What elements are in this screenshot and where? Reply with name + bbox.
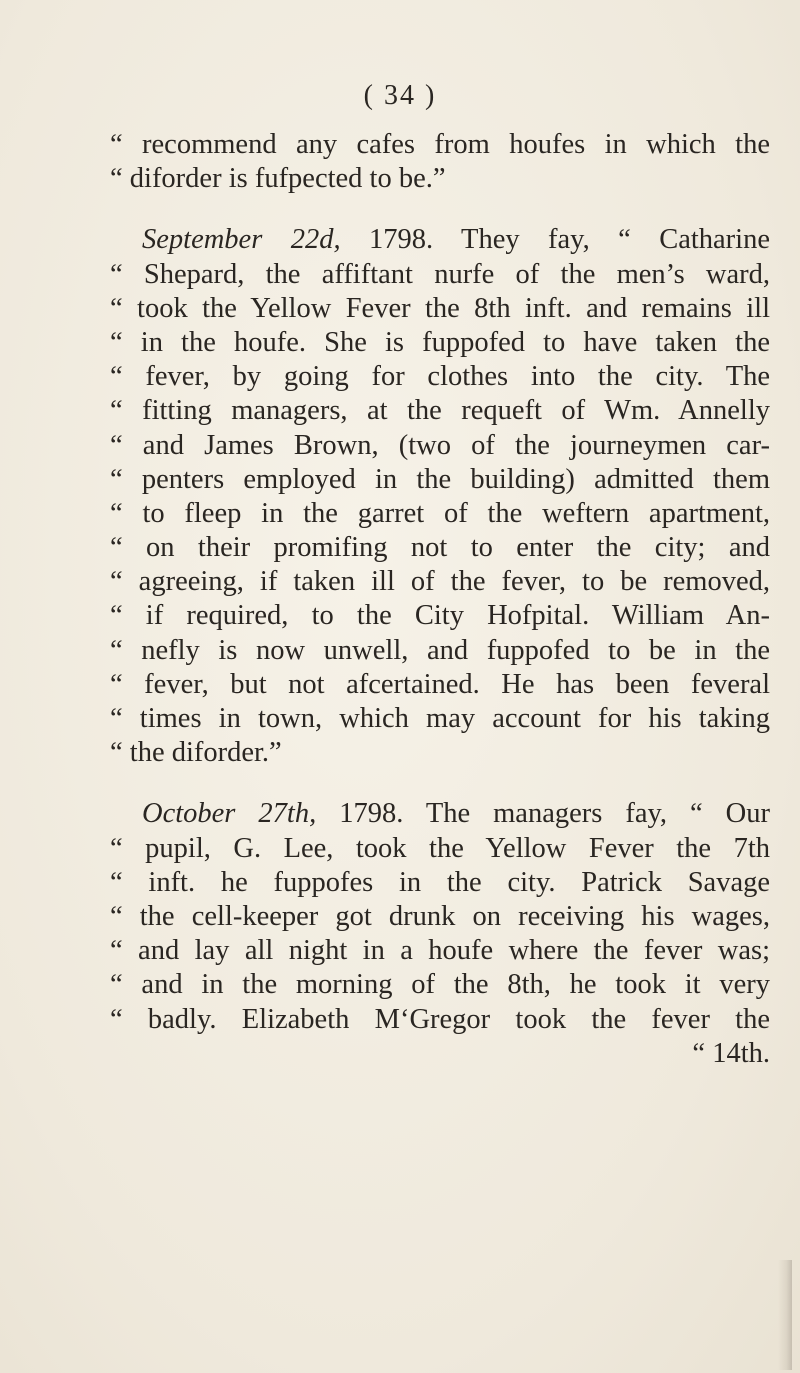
text-line: “ the cell-keeper got drunk on receiving his wages, <box>110 900 770 932</box>
text-line: “ took the Yellow Fever the 8th inft. and remains ill <box>110 292 770 324</box>
text-line: “ badly. Elizabeth M‘Gregor took the fever the <box>110 1003 770 1035</box>
text-line: “ and James Brown, (two of the journeymen car- <box>110 429 770 461</box>
entry-date: September 22d, <box>142 224 341 256</box>
text-line: “ agreeing, if taken ill of the fever, to be removed, <box>110 566 770 598</box>
text-line: “ recommend any cafes from houfes in which the <box>110 129 770 160</box>
text-line: “ pupil, G. Lee, took the Yellow Fever the 7th <box>110 832 770 864</box>
text-line: “ the diforder.” <box>110 737 282 769</box>
text-line: “ times in town, which may account for his taking <box>110 703 770 734</box>
text-line: “ fitting managers, at the requeft of Wm. Annelly <box>110 395 770 427</box>
text-line: “ and lay all night in a houfe where the fever was; <box>110 935 770 967</box>
paragraph-1 <box>110 128 770 196</box>
page-number: ( 34 ) <box>363 80 437 111</box>
text-line: “ inft. he fuppofes in the city. Patrick Savage <box>110 866 770 898</box>
text-line: “ in the houfe. She is fuppofed to have taken the <box>110 326 770 358</box>
text-run: 1798. They fay, “ Catharine <box>340 224 770 256</box>
text-line: “ nefly is now unwell, and fuppofed to be in the <box>110 634 770 666</box>
page-edge-shadow <box>778 1260 792 1370</box>
text-line: “ Shepard, the affiftant nurfe of the men’s ward, <box>110 258 770 290</box>
text-line: “ diforder is fufpected to be.” <box>110 163 446 195</box>
text-line: “ fever, but not afcertained. He has been feveral <box>110 668 770 700</box>
paragraph-2 <box>110 223 770 770</box>
text-line-first <box>110 797 770 831</box>
text-line: “ penters employed in the building) admitted them <box>110 463 770 495</box>
page-body <box>110 128 770 1071</box>
paragraph-3 <box>110 797 770 1071</box>
text-run: 1798. The managers fay, “ Our <box>316 798 770 830</box>
text-line: “ fever, by going for clothes into the city. The <box>110 361 770 393</box>
text-line: “ to fleep in the garret of the weftern apartment, <box>110 497 770 529</box>
entry-date: October 27th, <box>142 798 317 830</box>
catchword: “ 14th. <box>692 1037 770 1069</box>
text-line-first <box>110 223 770 257</box>
text-line: “ if required, to the City Hofpital. William An- <box>110 600 770 632</box>
text-line: “ and in the morning of the 8th, he took it very <box>110 969 770 1001</box>
text-line: “ on their promifing not to enter the city; and <box>110 532 770 564</box>
